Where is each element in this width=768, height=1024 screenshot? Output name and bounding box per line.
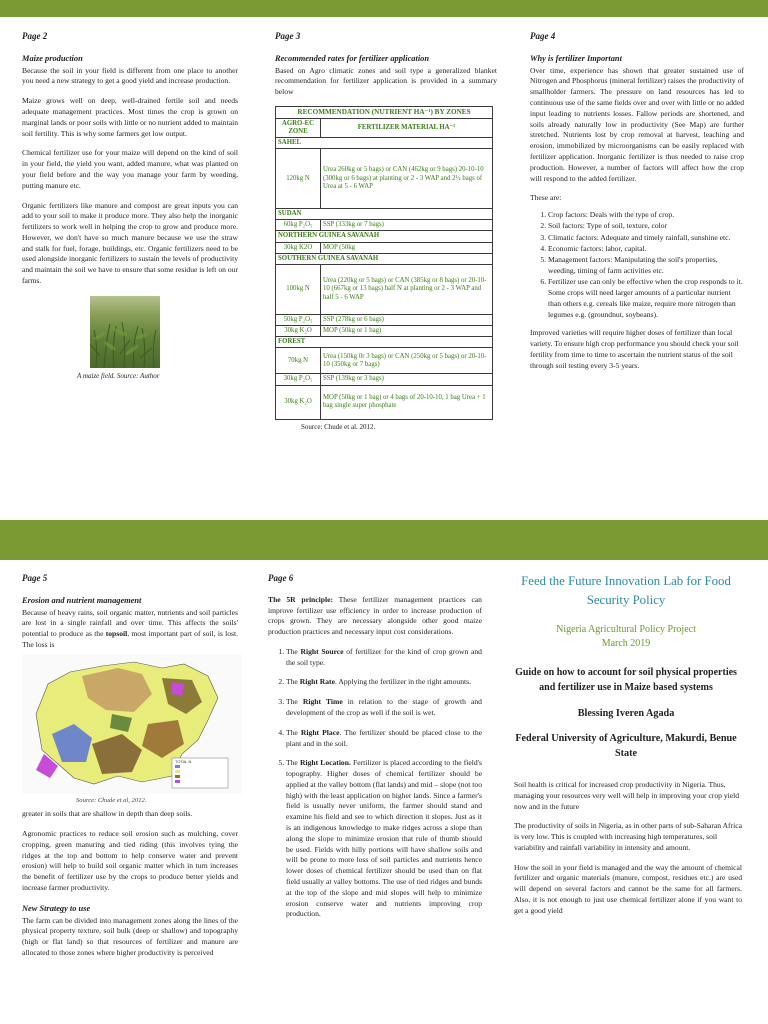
cover-panel — [510, 572, 742, 762]
cover-title: Feed the Future Innovation Lab for Food Security Policy — [521, 574, 731, 607]
page-6-column — [268, 572, 482, 929]
page-2-paragraph-4: Organic fertilizers like manure and compost are great inputs you can add to your soil to make it produce more. They also help the inorganic fertilizers to work well in helping the crop to grow and produce more. However, we don't have so much manure because we use the straw and stalk for fuel, forage, buildings, etc. Organic fertilizers need to be used alongside inorganic fertilizers to sustain the levels of productivity and maintain the soil we have to ensure that some residue is left on our farms. — [22, 200, 238, 285]
list-item: 4. The Right Place. The fertilizer should be placed close to the plant and in the soil. — [286, 728, 482, 750]
table-row-material: MOP (50kg or 1 bag) — [321, 326, 493, 337]
list-item: 4. Economic factors: labor, capital. — [548, 244, 744, 255]
page-2-label: Page 2 — [22, 31, 48, 41]
page-4-label: Page 4 — [530, 31, 556, 41]
erosion-heading: Erosion and nutrient management — [22, 595, 142, 605]
fertilizer-recommendation-table — [275, 106, 493, 420]
zone-northern-guinea: NORTHERN GUINEA SAVANAH — [276, 231, 493, 242]
table-row-material: Urea (150kg 0r 3 bags) or CAN (250kg or 5 bags) or 20-10-10 (350kg or 7 bags) — [321, 348, 493, 374]
maize-plants-icon — [90, 296, 160, 368]
page-5-paragraph-3: Agronomic practices to reduce soil erosion such as mulching, cover cropping, green manuring and tied riding (this involves tying the ridges at the top and bottom to help conserve water and prevent erosion) will help to build soil organic matter which in turn increases the benefit of fertilizer use by the crops to produce better yields and increase farmer productivity. — [22, 828, 238, 892]
list-item: 6. Fertilizer use can only be effective when the crop responds to it. Some crops will need larger amounts of a particular nutrient than others e.g. cereals like maize, require more nitrogen than legumes e.g. (groundnut, soybeans). — [548, 277, 744, 320]
middle-color-band — [0, 520, 768, 560]
page-5-label: Page 5 — [22, 573, 48, 583]
table-row-rate: 70kg N — [276, 348, 321, 374]
page-4-paragraph: Over time, experience has shown that greater sustained use of Nitrogen and Phosphorus (mineral fertilizer) raises the productivity of smallholder farmers. The pressure on land resources has led to continuous use of the same fields over and over with little or no added input leading to nutrients losses. Fallow periods are shortened, and soils already naturally low in productivity (See Map) are further stretched. Nutrients lost by crop removal at harvest, leaching and erosion, immobilized by microorganisms can be easily replaced with fertilizer application. Inorganic fertilizer is thus needed to raise crop production. However, a number of factors will affect how the crop will respond to the added fertilizer. — [530, 65, 744, 183]
list-item: 2. The Right Rate. Applying the fertilizer in the right amounts. — [286, 677, 482, 688]
page-2-paragraph-3: Chemical fertilizer use for your maize will depend on the kind of soil in your field, the yield you want, added manure, what was planted on your field before and the way you manage your farm by weeding, putting manure etc. — [22, 148, 238, 190]
list-item: 3. The Right Time in relation to the stage of growth and development of the crop as well if the soil is wet. — [286, 697, 482, 719]
page-6-label: Page 6 — [268, 573, 294, 583]
maize-field-photo — [90, 296, 160, 368]
table-row-material: MOP (50kg — [321, 242, 493, 253]
table-row-rate: 30kg P₂O₅ — [276, 374, 321, 385]
factors-list — [530, 210, 744, 320]
table-col-material: FERTILIZER MATERIAL HA⁻¹ — [321, 118, 493, 137]
cover-author: Blessing Iveren Agada — [577, 708, 675, 720]
cover-paragraph-3: How the soil in your field is managed and the way the amount of chemical fertilizer and organic materials (manure, compost, residues etc.) are used will depend on several factors and cannot be the same for all farmers. Also, it is not enough to just use chemical fertilizer alone if you want to get a good yield — [514, 862, 742, 915]
table-row-material: Urea (220kg or 5 bags) or CAN (385kg or 8 bags) or 20-10-10 (667kg or 13 bags) half N at planting or 2 - 3 WAP and half 5 - 6 WAP — [321, 264, 493, 314]
table-row-material: MOP (50kg or 1 bag) or 4 bags of 20-10-10, 1 bag Urea + 1 bag single super phosphate — [321, 385, 493, 419]
five-r-principle: The 5R principle: These fertilizer management practices can improve fertilizer use efficiency in order to increase production of crops grown. They are necessary alongside other good maize production practices and necessary input cost considerations. — [268, 594, 482, 637]
map-caption: Source: Chude et al, 2012. — [76, 796, 147, 804]
page-2-paragraph-1: Because the soil in your field is different from one place to another you need a new strategy to get a good yield and increase production. — [22, 65, 238, 86]
cover-text — [514, 780, 742, 926]
table-row-rate: 100kg N — [276, 264, 321, 314]
page-5-paragraph-2: greater in soils that are shallow in depth than deep soils. — [22, 809, 193, 819]
table-row-material: Urea 260kg or 5 bags) or CAN (462kg or 9 bags) 20-10-10 (300kg or 6 bags) at planting or 2 - 3 WAP and 2½ bags of Urea at 5 - 6 WAP — [321, 149, 493, 209]
table-row-material: SSP (333kg or 7 bags) — [321, 220, 493, 231]
table-row-rate: 30kg K2O — [276, 242, 321, 253]
table-col-zone: AGRO-EC ZONE — [276, 118, 321, 137]
top-color-band — [0, 0, 768, 17]
maize-production-heading: Maize production — [22, 53, 83, 63]
page-3-intro: Based on Agro climatic zones and soil type a generalized blanket recommendation for fertilizer application is provided in a summary below — [275, 65, 497, 97]
photo-caption: A maize field. Source: Author — [77, 371, 160, 380]
page-5-paragraph-4: The farm can be divided into management zones along the lines of the physical property texture, soil bulk (deep or shallow) and topography (high or flat land) so that resources of fertilizer and manure are allocated to those zones where higher productivity is perceived — [22, 915, 238, 957]
list-item: 1. The Right Source of fertilizer for the kind of crop grown and the soil type. — [286, 647, 482, 669]
cover-paragraph-1: Soil health is critical for increased crop productivity in Nigeria. Thus, managing your resources very well will help in improving your crop yield now and in the future — [514, 780, 740, 811]
list-item: 5. The Right Location. Fertilizer is placed according to the field's topography. Higher doses of chemical fertilizer should be applied at the valley bottom (flat lands) and mid – slope (not too high) with the least application on higher lands. Since a farmer's field is usually never uniform, the farmer should stand and examine his field and see to which direction it slopes. Just as it is an indigenous knowledge to make ridges across a slope than along the slope to minimize erosion that rule of thumb should be used. Fields with hilly portions will have shallow soils and will be prone to more loss of soil particles and nutrients hence lower doses of chemical fertilizer should be used than on flat field usually at valley bottoms. The use of tied ridges and bunds at the top of the slope and mid slopes will help to minimize erosion conserve water and nutrients improving crop production. — [286, 758, 482, 920]
soil-map-icon — [22, 654, 242, 794]
table-row-rate: 30kg K₂O — [276, 385, 321, 419]
cover-institution: Federal University of Agriculture, Makurdi, Benue State — [515, 733, 737, 759]
table-row-rate: 50kg P₂O₅ — [276, 314, 321, 325]
list-item: 5. Management factors: Manipulating the soil's properties, weeding, timing of farm activities etc. — [548, 255, 744, 277]
page-3-column — [275, 30, 497, 432]
new-strategy-heading: New Strategy to use — [22, 903, 91, 913]
nigeria-soil-map — [22, 654, 242, 794]
table-title: RECOMMENDATION (NUTRIENT HA⁻¹) BY ZONES — [276, 107, 493, 119]
list-item: 1. Crop factors: Deals with the type of crop. — [548, 210, 744, 221]
page-4-column — [530, 30, 744, 381]
list-item: 3. Climatic factors: Adequate and timely rainfall, sunshine etc. — [548, 233, 744, 244]
why-fertilizer-heading: Why is fertilizer Important — [530, 53, 622, 63]
table-row-material: SSP (139kg or 3 bags) — [321, 374, 493, 385]
zone-sudan: SUDAN — [276, 209, 493, 220]
page-4-closing: Improved varieties will require higher doses of fertilizer than local variety. To ensure high crop performance you should check your soil fertility from time to time to ascertain the nutrient status of the soil through soil testing every 3-5 years. — [530, 328, 739, 370]
page-3-label: Page 3 — [275, 31, 301, 41]
cover-project: Nigeria Agricultural Policy Project — [556, 624, 696, 636]
recommended-rates-heading: Recommended rates for fertilizer application — [275, 53, 429, 63]
table-row-rate: 120kg N — [276, 149, 321, 209]
page-5-column — [22, 572, 238, 968]
five-r-list — [268, 647, 482, 920]
zone-sahel: SAHEL — [276, 137, 493, 148]
cover-paragraph-2: The productivity of soils in Nigeria, as in other parts of sub-Saharan Africa is very low. This is coupled with increasing high temperatures, soil variability and rainfall variability in intensity and amount. — [514, 821, 742, 852]
zone-southern-guinea: SOUTHERN GUINEA SAVANAH — [276, 253, 493, 264]
cover-date: March 2019 — [601, 638, 651, 650]
cover-guide-title: Guide on how to account for soil physical properties and fertilizer use in Maize based systems — [515, 667, 737, 693]
topsoil-term: topsoil — [105, 629, 128, 639]
table-source: Source: Chude et al. 2012. — [301, 422, 376, 431]
table-row-material: SSP (278kg or 6 bags) — [321, 314, 493, 325]
table-row-rate: 60kg P₂O₅ — [276, 220, 321, 231]
page-5-paragraph-1: Because of heavy rains, soil organic matter, nutrients and soil particles are lost in a single rainfall and over time. This affects the soils' potential to produce as the topsoil, most important part of soil, is lost. The loss is — [22, 607, 238, 650]
page-2-column — [22, 30, 238, 382]
list-item: 2. Soil factors: Type of soil, texture, color — [548, 221, 744, 232]
these-are-label: These are: — [530, 193, 562, 203]
table-row-rate: 30kg K₂O — [276, 326, 321, 337]
zone-forest: FOREST — [276, 337, 493, 348]
map-legend-title: TOTAL N — [175, 758, 192, 764]
page-2-paragraph-2: Maize grows well on deep, well-drained fertile soil and needs adequate management practices. Most times the crop is grown on marginal lands or poor soils with little or no nutrient added to maintain soil fertility. This is why some farmers get low output. — [22, 96, 238, 138]
